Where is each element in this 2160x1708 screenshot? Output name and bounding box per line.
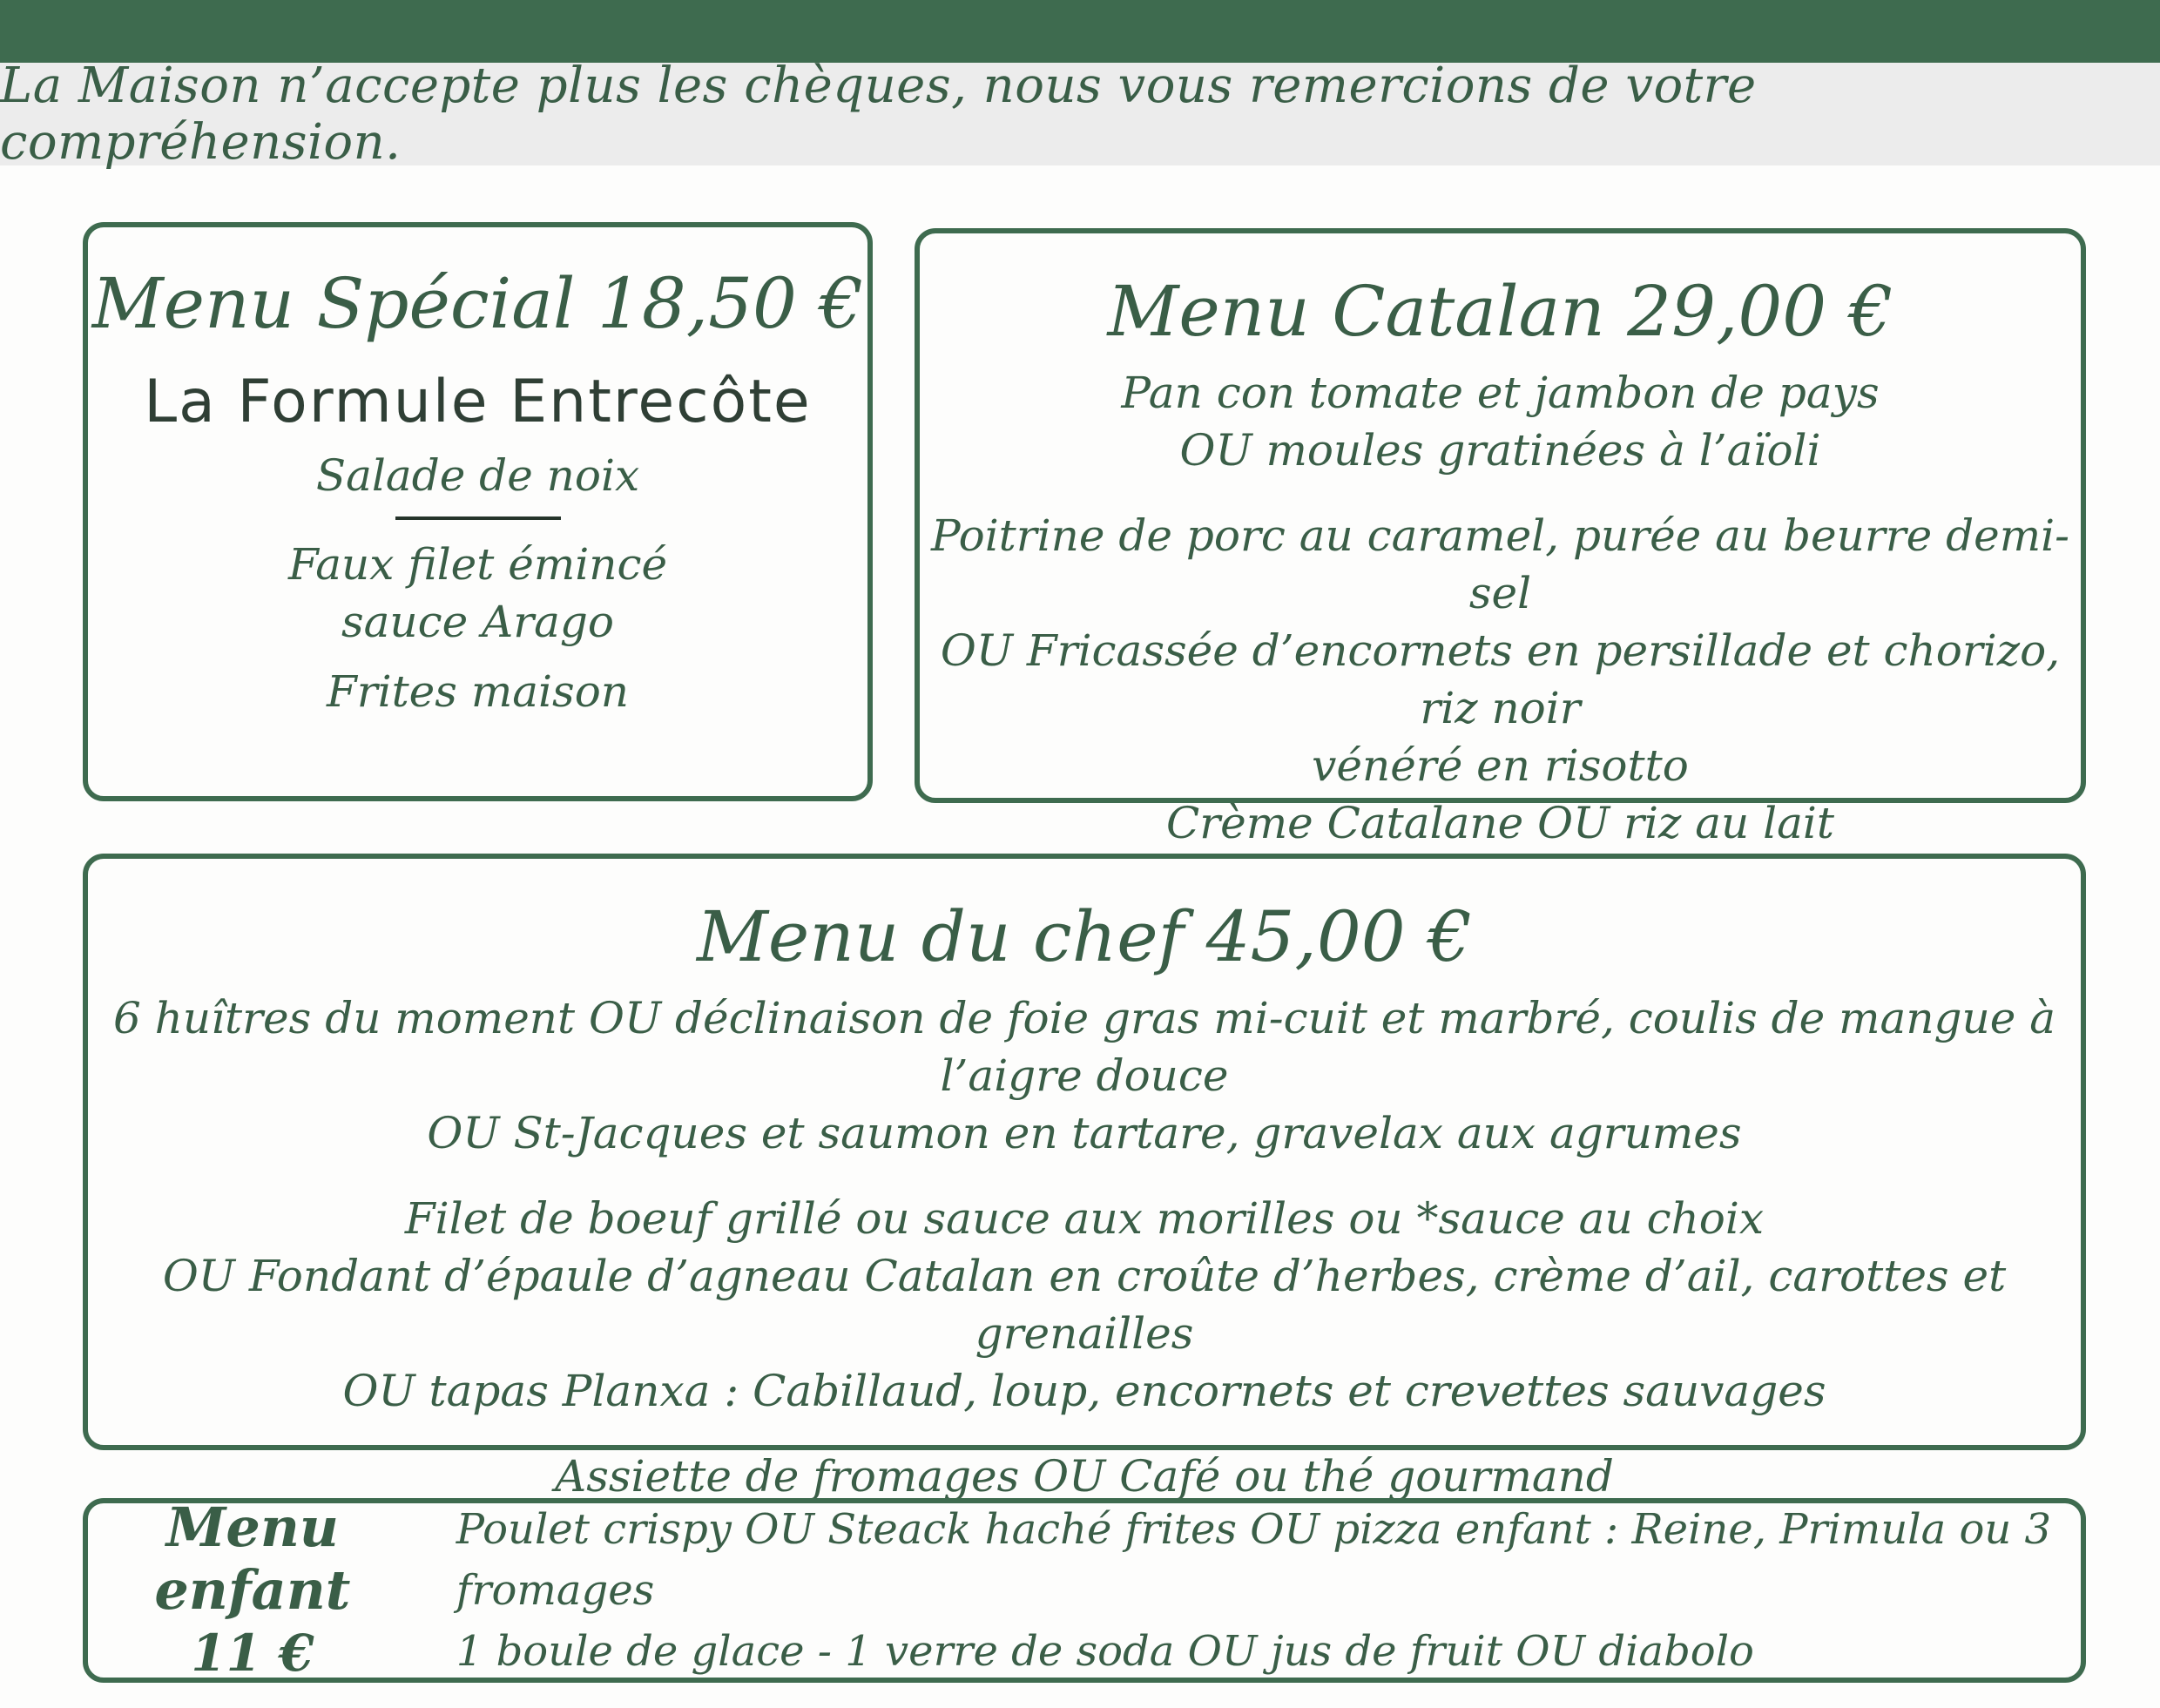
menu-catalan-starter [1121, 364, 1879, 479]
menu-chef-title: Menu du chef 45,00 € [697, 896, 1472, 977]
menu-enfant-items [456, 1499, 2081, 1682]
menu-enfant-line1: Poulet crispy OU Steack haché frites OU pizza enfant : Reine, Primula ou 3 fromages [456, 1505, 2052, 1615]
menu-enfant-title: Menu enfant [154, 1495, 351, 1622]
menu-chef-card [83, 854, 2086, 1502]
menu-chef-main-line2: OU Fondant d’épaule d’agneau Catalan en croûte d’herbes, crème d’ail, carottes et grenailles [162, 1251, 2007, 1359]
notice-text: La Maison n’accepte plus les chèques, nous vous remercions de votre compréhension. [0, 57, 1757, 171]
menu-chef-main [88, 1190, 2081, 1420]
menu-special-title: Menu Spécial 18,50 € [91, 263, 864, 344]
menu-chef-main-line1: Filet de boeuf grillé ou sauce aux morilles ou *sauce au choix [404, 1193, 1765, 1244]
menu-enfant-label [127, 1496, 378, 1684]
menu-catalan-main-line3: vénéré en risotto [1312, 740, 1689, 791]
menu-special-side: Frites maison [327, 666, 629, 717]
menu-chef-starter [88, 989, 2081, 1162]
menu-special-card [83, 222, 873, 801]
menu-catalan-card [915, 228, 2086, 848]
menu-chef-starter-line1: 6 huîtres du moment OU déclinaison de foie gras mi-cuit et marbré, coulis de mangue à l’aigre douce [112, 993, 2056, 1101]
menu-special-main-line1: Faux filet émincé [287, 539, 668, 590]
notice-banner [0, 57, 2160, 171]
menu-catalan-starter-line2: OU moules gratinées à l’aïoli [1179, 425, 1821, 476]
menu-enfant-line2: 1 boule de glace - 1 verre de soda OU jus de fruit OU diabolo [456, 1627, 1754, 1676]
menu-enfant-price: 11 € [191, 1624, 314, 1683]
menu-special-main [288, 536, 667, 651]
menu-catalan-main-line2: OU Fricassée d’encornets en persillade et chorizo, riz noir [940, 625, 2061, 733]
menu-catalan-main-line1: Poitrine de porc au caramel, purée au beurre demi-sel [930, 510, 2070, 618]
menu-special-main-line2: sauce Arago [341, 597, 615, 647]
course-divider [395, 516, 561, 520]
menu-chef-starter-line2: OU St-Jacques et saumon en tartare, gravelax aux agrumes [427, 1108, 1742, 1158]
menu-catalan-title: Menu Catalan 29,00 € [1107, 271, 1893, 352]
menu-chef-dessert: Assiette de fromages OU Café ou thé gourmand [555, 1451, 1614, 1502]
top-green-band [0, 0, 2160, 63]
menu-chef-main-line3: OU tapas Planxa : Cabillaud, loup, encornets et crevettes sauvages [342, 1366, 1826, 1416]
menu-catalan-dessert: Crème Catalane OU riz au lait [1165, 798, 1835, 848]
menu-enfant-card [83, 1495, 2086, 1683]
menu-special-starter: Salade de noix [315, 450, 640, 501]
menu-catalan-starter-line1: Pan con tomate et jambon de pays [1121, 368, 1880, 418]
formula-entrecote-label: La Formule Entrecôte [144, 368, 812, 436]
menu-catalan-main [920, 507, 2081, 794]
